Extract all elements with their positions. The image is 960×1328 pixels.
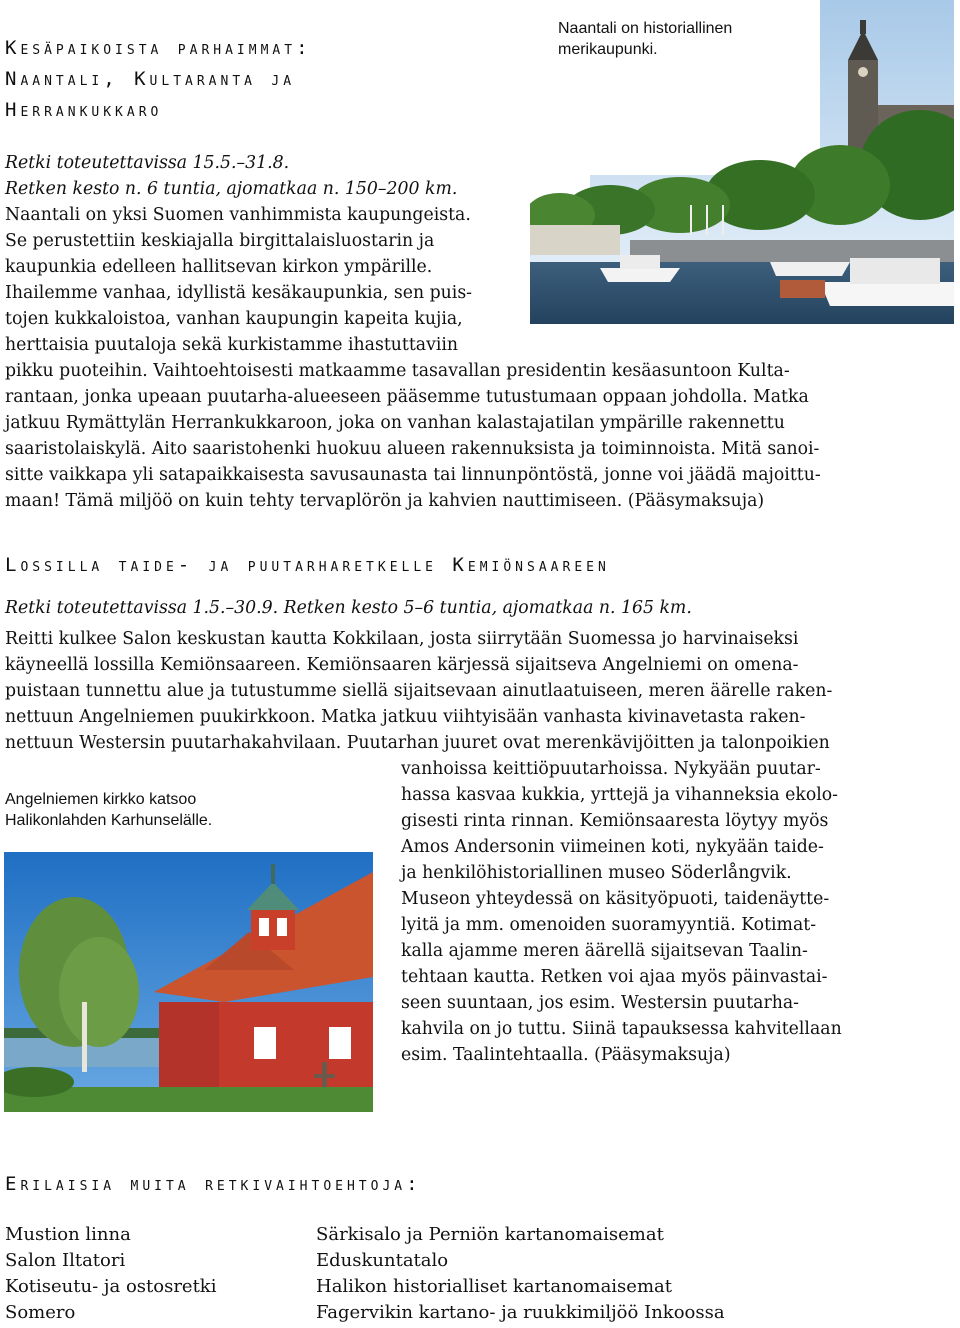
list-item: Eduskuntatalo <box>316 1250 449 1271</box>
church-photo-caption <box>5 789 212 831</box>
trip-duration: Retken kesto n. 6 tuntia, ajomatkaa n. 150–200 km. <box>5 179 458 199</box>
caption-line: Angelniemen kirkko katsoo <box>5 791 197 808</box>
body-line: Naantali on yksi Suomen vanhimmista kaupungeista. <box>5 205 471 225</box>
trip-list-left <box>5 1222 216 1326</box>
body-line: vanhoissa keittiöpuutarhoissa. Nykyään puutar- <box>401 759 821 779</box>
body-line: lyitä ja mm. omenoiden suoramyyntiä. Kotimat- <box>401 915 817 935</box>
body-line: kalla ajamme meren äärellä sijaitsevan Taalin- <box>401 941 808 961</box>
heading-line: Kesäpaikoista parhaimmat: <box>5 37 312 59</box>
angelniemi-church-photo <box>4 852 373 1112</box>
trip-list-right <box>316 1222 725 1326</box>
body-line: Ihailemme vanhaa, idyllistä kesäkaupunkia, sen puis- <box>5 283 473 303</box>
church-photo-image <box>4 852 373 1112</box>
naantali-harbor-photo <box>530 0 954 324</box>
body-line: saaristolaiskylä. Aito saaristohenki huokuu alueen rakennuksista ja toiminnoista. Mitä sanoi- <box>5 439 820 459</box>
list-item: Salon Iltatori <box>5 1250 126 1271</box>
body-line: pikku puoteihin. Vaihtoehtoisesti matkaamme tasavallan presidentin kesäasuntoon Kulta- <box>5 361 790 381</box>
body-line: gisesti rinta rinnan. Kemiönsaaresta löytyy myös <box>401 811 829 831</box>
body-line: jatkuu Rymättylän Herrankukkaroon, joka on vanhan kalastajatilan ympärille rakennettu <box>5 413 785 433</box>
body-line: tojen kukkaloistoa, vanhan kaupungin kapeita kujia, <box>5 309 463 329</box>
body-line: puistaan tunnettu alue ja tutustumme siellä sijaitsevaan ainutlaatuiseen, meren äärelle raken- <box>5 681 833 701</box>
body-line: hassa kasvaa kukkia, yrttejä ja vihanneksia ekolo- <box>401 785 839 805</box>
body-line: tehtaan kautta. Retken voi ajaa myös päinvastai- <box>401 967 828 987</box>
list-item: Kotiseutu- ja ostosretki <box>5 1276 217 1297</box>
body-line: käyneellä lossilla Kemiönsaareen. Kemiönsaaren kärjessä sijaitseva Angelniemi on omena- <box>5 655 799 675</box>
body-line: esim. Taalintehtaalla. (Pääsymaksuja) <box>401 1045 731 1065</box>
list-item: Halikon historialliset kartanomaisemat <box>316 1276 672 1297</box>
trip-schedule-2: Retki toteutettavissa 1.5.–30.9. Retken kesto 5–6 tuntia, ajomatkaa n. 165 km. <box>5 598 692 618</box>
section-heading-kemionsaari: Lossilla taide- ja puutarharetkelle Kemiönsaareen <box>5 554 610 576</box>
body-line: nettuun Westersin puutarhakahvilaan. Puutarhan juuret ovat merenkävijöitten ja talonpoikien <box>5 733 830 753</box>
list-item: Mustion linna <box>5 1224 131 1245</box>
trip-schedule: Retki toteutettavissa 15.5.–31.8. <box>5 153 290 173</box>
list-item: Särkisalo ja Perniön kartanomaisemat <box>316 1224 664 1245</box>
caption-line: merikaupunki. <box>558 41 658 58</box>
body-line: maan! Tämä miljöö on kuin tehty tervaplörön ja kahvien nauttimiseen. (Pääsymaksuja) <box>5 491 765 511</box>
body-line: kaupunkia edelleen hallitsevan kirkon ympärille. <box>5 257 433 277</box>
heading-line: Herrankukkaro <box>5 99 163 121</box>
heading-line: Naantali, Kultaranta ja <box>5 68 296 90</box>
body-line: sitte vaikkapa yli satapaikkaisesta savusaunasta tai linnunpöntöstä, jonne voi jäädä majoittu- <box>5 465 821 485</box>
body-line: Amos Andersonin viimeinen koti, nykyään taide- <box>401 837 824 857</box>
body-line: seen suuntaan, jos esim. Westersin puutarha- <box>401 993 799 1013</box>
body-line: nettuun Angelniemen puukirkkoon. Matka jatkuu viihtyisään vanhasta kivinavetasta raken- <box>5 707 806 727</box>
list-item: Fagervikin kartano- ja ruukkimiljöö Inkoossa <box>316 1302 725 1323</box>
body-line: Museon yhteydessä on käsityöpuoti, taidenäytte- <box>401 889 830 909</box>
list-item: Somero <box>5 1302 76 1323</box>
body-line: rantaan, jonka upeaan puutarha-alueeseen pääsemme tutustumaan oppaan johdolla. Matka <box>5 387 809 407</box>
body-line: Reitti kulkee Salon keskustan kautta Kokkilaan, josta siirrytään Suomessa jo harvinaiseksi <box>5 629 799 649</box>
caption-line: Naantali on historiallinen <box>558 20 733 37</box>
section-heading-other-trips: Erilaisia muita retkivaihtoehtoja: <box>5 1173 422 1195</box>
body-line: Se perustettiin keskiajalla birgittalaisluostarin ja <box>5 231 435 251</box>
caption-line: Halikonlahden Karhunselälle. <box>5 812 213 829</box>
body-line: ja henkilöhistoriallinen museo Söderlångvik. <box>401 863 792 883</box>
body-line: kahvila on jo tuttu. Siinä tapauksessa kahvitellaan <box>401 1019 842 1039</box>
section-heading-naantali <box>5 33 312 126</box>
body-line: herttaisia puutaloja sekä kurkistamme ihastuttaviin <box>5 335 459 355</box>
naantali-photo-caption <box>558 18 732 60</box>
